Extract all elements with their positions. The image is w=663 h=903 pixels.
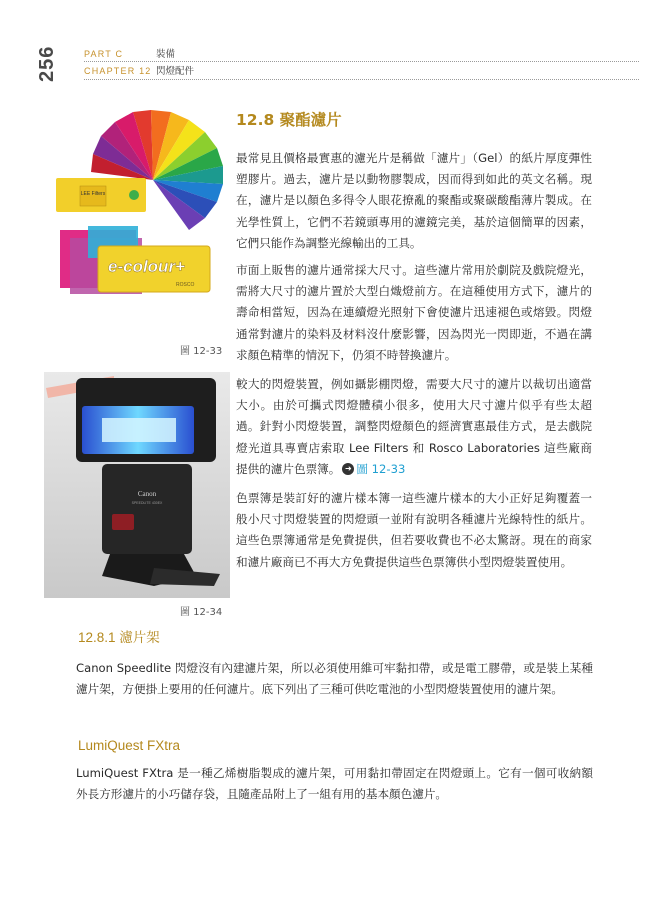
section-paragraph-2: 市面上販售的濾片通常採大尺寸。這些濾片常用於劇院及戲院燈光，需將大尺寸的濾片置於大型白熾燈前方。在這種使用方式下，濾片的壽命相當短，因為在連續燈光照射下會使濾片迅速褪色或熔毀。閃燈通常對濾片的染料及材料沒什麼影響，因為閃光一閃即逝，不過在講求顏色精準的情況下，仍須不時替換濾片。 (236, 263, 592, 362)
flash-with-gel-photo (44, 372, 230, 598)
figure-reference-link[interactable]: 圖 12-33 (356, 461, 406, 476)
figure-caption-12-33: 圖 12-33 (180, 346, 223, 357)
gel-swatch-books-photo (48, 108, 228, 343)
figure-caption-12-34: 圖 12-34 (180, 607, 223, 618)
flash-model-label: SPEEDLITE 430EX (131, 501, 163, 505)
part-label: PART C (84, 49, 124, 59)
page-number: 256 (36, 45, 58, 83)
section-paragraph-3-text: 較大的閃燈裝置，例如攝影棚閃燈，需要大尺寸的濾片以裁切出適當大小。由於可攜式閃燈體積小很多，使用大尺寸濾片似乎有些太超過。針對小閃燈裝置，調整閃燈顏色的經濟實惠最佳方式，是去戲院燈光道具專賣店索取 Lee Filters 和 Rosco Laboratories 這些廠商提供的濾片色票簿。 (236, 377, 592, 476)
ecolour-label: e-colour+ (108, 257, 185, 276)
arrow-right-icon: ➜ (342, 463, 354, 475)
part-title: 裝備 (156, 49, 176, 60)
header-divider (84, 61, 639, 62)
product-paragraph: LumiQuest FXtra 是一種乙烯樹脂製成的濾片架，可用黏扣帶固定在閃燈頭上。它有一個可收納額外長方形濾片的小巧儲存袋，且隨產品附上了一組有用的基本顏色濾片。 (76, 766, 593, 802)
lee-label: LEE Filters (80, 191, 106, 197)
subsection-title: 12.8.1 濾片架 (78, 630, 160, 645)
chapter-title: 閃燈配件 (156, 66, 195, 77)
ecolour-sub-label: ROSCO (176, 282, 195, 288)
subsection-paragraph: Canon Speedlite 閃燈沒有內建濾片架，所以必須使用維可牢黏扣帶，或是電工膠帶，或是裝上某種濾片架，方便掛上要用的任何濾片。底下列出了三種可供吃電池的小型閃燈裝置使用的濾片架。 (76, 661, 593, 697)
product-title: LumiQuest FXtra (78, 738, 181, 753)
section-paragraph-1: 最常見且價格最實惠的濾光片是稱做「濾片」（Gel）的紙片厚度彈性塑膠片。過去，濾片是以動物膠製成，因而得到如此的英文名稱。現在，濾片是以顏色多得令人眼花撩亂的聚酯或聚碳酸酯薄片製成。在光學性質上，它們不若鏡頭專用的濾鏡完美，基於這個簡單的因素，它們只能作為調整光線輸出的工具。 (236, 151, 592, 250)
header-divider (84, 79, 639, 80)
chapter-label: CHAPTER 12 (84, 66, 152, 76)
section-paragraph-3 (236, 374, 592, 480)
flash-brand-label: Canon (137, 490, 157, 498)
section-title: 12.8 聚酯濾片 (236, 111, 342, 129)
running-header (84, 46, 639, 80)
section-paragraph-4: 色票簿是裝訂好的濾片樣本簿一這些濾片樣本的大小正好足夠覆蓋一般小尺寸閃燈裝置的閃燈頭一並附有說明各種濾片光線特性的紙片。這些色票簿通常是免費提供，但若要收費也不必太驚訝。現在的商家和濾片廠商已不再大方免費提供這些色票簿供小型閃燈裝置使用。 (236, 491, 592, 569)
